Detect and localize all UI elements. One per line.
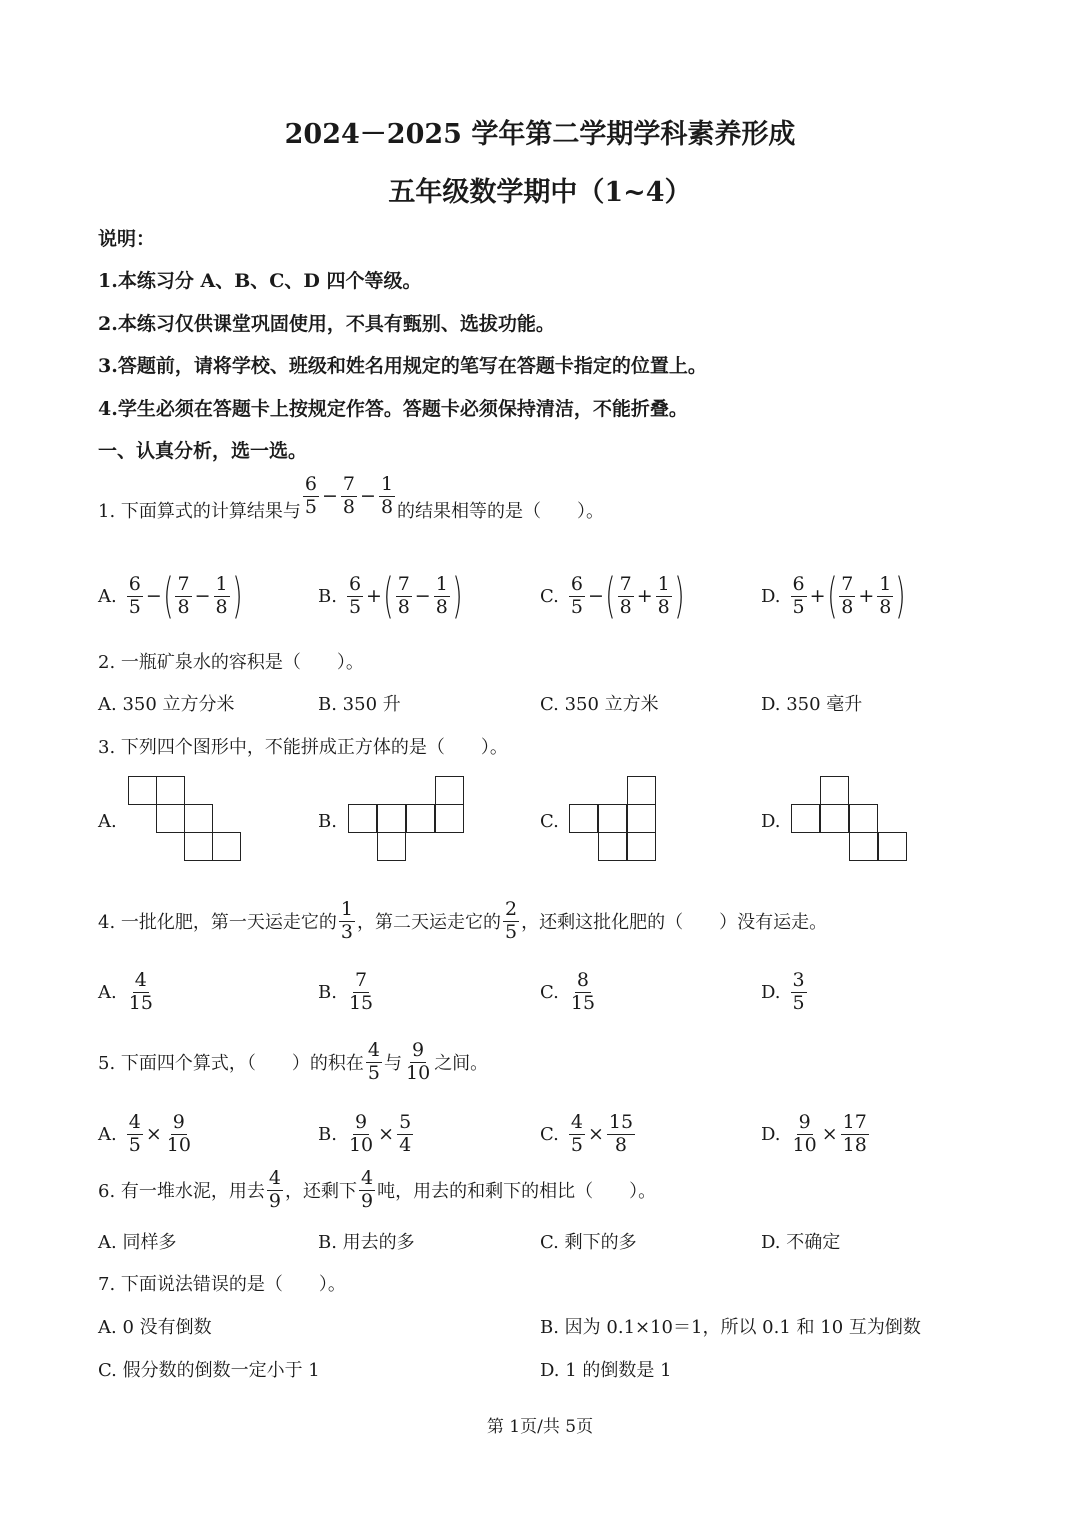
instruction-item: 4.学生必须在答题卡上按规定作答。答题卡必须保持清洁，不能折叠。 bbox=[98, 398, 688, 420]
q7-option-a[interactable]: A. 0 没有倒数 bbox=[98, 1317, 212, 1338]
page-title: 2024－2025 学年第二学期学科素养形成 bbox=[284, 119, 796, 150]
fraction: $\frac{1}{8}$ bbox=[380, 472, 394, 518]
q5-option-c[interactable]: C. $\frac{4}{5}$ × $\frac{15}{8}$ bbox=[540, 1110, 634, 1156]
q1-suffix: 的结果相等的是（ ）。 bbox=[397, 501, 605, 522]
page-number: 第 1页/共 5页 bbox=[486, 1417, 594, 1437]
fraction: $\frac{6}{5}$ bbox=[304, 472, 317, 518]
q4-option-d[interactable]: D. $\frac{3}{5}$ bbox=[761, 968, 805, 1014]
q2-option-a[interactable]: A. 350 立方分米 bbox=[98, 694, 235, 715]
q3-option-b-label[interactable]: B. bbox=[318, 811, 337, 832]
q3-option-a-label[interactable]: A. bbox=[98, 811, 117, 832]
fraction: $\frac{7}{8}$ bbox=[342, 472, 356, 518]
q3-option-d-label[interactable]: D. bbox=[761, 811, 781, 832]
q4-option-b[interactable]: B. $\frac{7}{15}$ bbox=[318, 968, 374, 1014]
q5-option-b[interactable]: B. $\frac{9}{10}$ × $\frac{5}{4}$ bbox=[318, 1110, 412, 1156]
instruction-item: 2.本练习仅供课堂巩固使用，不具有甄别、选拔功能。 bbox=[98, 313, 555, 335]
instruction-item: 3.答题前，请将学校、班级和姓名用规定的笔写在答题卡指定的位置上。 bbox=[98, 355, 707, 377]
q1-option-c[interactable]: C. $\frac{6}{5}$ − ( $\frac{7}{8}$ + $\frac{1}{8}$ ) bbox=[540, 568, 685, 624]
q3-option-c-label[interactable]: C. bbox=[540, 811, 559, 832]
instructions-heading: 说明： bbox=[98, 228, 156, 250]
instruction-item: 1.本练习分 A、B、C、D 四个等级。 bbox=[98, 270, 422, 292]
question-5: 5. 下面四个算式，（ ）的积在 $\frac{4}{5}$ 与 $\frac{9}{10}$ 之间。 bbox=[98, 1038, 489, 1084]
q6-option-c[interactable]: C. 剩下的多 bbox=[540, 1232, 637, 1253]
q2-option-b[interactable]: B. 350 升 bbox=[318, 694, 401, 715]
q2-option-d[interactable]: D. 350 毫升 bbox=[761, 694, 863, 715]
question-6: 6. 有一堆水泥，用去 $\frac{4}{9}$ ，还剩下 $\frac{4}{9}$ 吨，用去的和剩下的相比（ ）。 bbox=[98, 1166, 657, 1212]
q1-prefix: 1. 下面算式的计算结果与 bbox=[98, 501, 301, 522]
question-4: 4. 一批化肥，第一天运走它的 $\frac{1}{3}$ ，第二天运走它的 $\frac{2}{5}$ ，还剩这批化肥的（ ）没有运走。 bbox=[98, 897, 828, 943]
q7-option-c[interactable]: C. 假分数的倒数一定小于 1 bbox=[98, 1360, 320, 1381]
question-2: 2. 一瓶矿泉水的容积是（ ）。 bbox=[98, 652, 364, 673]
q7-option-b[interactable]: B. 因为 0.1×10＝1，所以 0.1 和 10 互为倒数 bbox=[540, 1317, 921, 1338]
q6-option-d[interactable]: D. 不确定 bbox=[761, 1232, 841, 1253]
q6-option-b[interactable]: B. 用去的多 bbox=[318, 1232, 415, 1253]
question-3: 3. 下列四个图形中，不能拼成正方体的是（ ）。 bbox=[98, 737, 508, 758]
section-heading: 一、认真分析，选一选。 bbox=[98, 440, 308, 462]
q6-option-a[interactable]: A. 同样多 bbox=[98, 1232, 177, 1253]
q4-option-a[interactable]: A. $\frac{4}{15}$ bbox=[98, 968, 153, 1014]
q1-expression: $\frac{6}{5}$ − $\frac{7}{8}$ − $\frac{1}{8}$ bbox=[304, 472, 394, 518]
q1-option-d[interactable]: D. $\frac{6}{5}$ + ( $\frac{7}{8}$ + $\frac{1}{8}$ ) bbox=[761, 568, 906, 624]
q2-option-c[interactable]: C. 350 立方米 bbox=[540, 694, 659, 715]
q1-option-a[interactable]: A. $\frac{6}{5}$ − ( $\frac{7}{8}$ − $\frac{1}{8}$ ) bbox=[98, 568, 243, 624]
q7-option-d[interactable]: D. 1 的倒数是 1 bbox=[540, 1360, 672, 1381]
q4-option-c[interactable]: C. $\frac{8}{15}$ bbox=[540, 968, 596, 1014]
question-7: 7. 下面说法错误的是（ ）。 bbox=[98, 1274, 346, 1295]
q5-option-d[interactable]: D. $\frac{9}{10}$ × $\frac{17}{18}$ bbox=[761, 1110, 867, 1156]
q1-option-b[interactable]: B. $\frac{6}{5}$ + ( $\frac{7}{8}$ − $\frac{1}{8}$ ) bbox=[318, 568, 463, 624]
page-subtitle: 五年级数学期中（1~4） bbox=[388, 177, 692, 208]
question-1 bbox=[98, 472, 605, 538]
q5-option-a[interactable]: A. $\frac{4}{5}$ × $\frac{9}{10}$ bbox=[98, 1110, 191, 1156]
